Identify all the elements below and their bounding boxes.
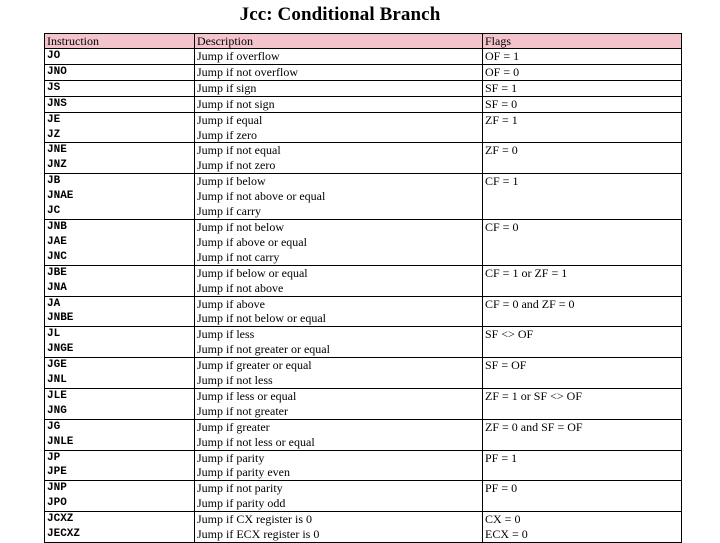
- header-row: [45, 34, 682, 49]
- flags-text: CF = 0 and ZF = 0: [485, 296, 575, 311]
- description-text: Jump if not equal: [197, 143, 281, 158]
- flags-text: ECX = 0: [485, 527, 528, 542]
- flags-text: CF = 0: [485, 219, 519, 234]
- instruction-cell: [45, 143, 195, 174]
- description-text: Jump if CX register is 0: [197, 512, 312, 527]
- description-cell: [195, 327, 483, 358]
- flags-cell: [483, 419, 682, 450]
- description-cell: [195, 265, 483, 296]
- description-cell: [195, 49, 483, 65]
- description-cell: [195, 219, 483, 265]
- flags-text: ZF = 0: [485, 143, 518, 158]
- instruction-cell: [45, 327, 195, 358]
- instruction-text: JPE: [47, 466, 67, 479]
- description-cell: [195, 419, 483, 450]
- flags-text: PF = 0: [485, 481, 518, 496]
- instruction-text: JA: [47, 297, 61, 310]
- instruction-text: JNC: [47, 250, 67, 263]
- description-cell: [195, 512, 483, 543]
- description-text: Jump if less or equal: [197, 388, 297, 403]
- flags-text: CF = 1 or ZF = 1: [485, 265, 568, 280]
- instruction-cell: [45, 96, 195, 112]
- instruction-text: JLE: [47, 389, 67, 402]
- instruction-text: JGE: [47, 359, 67, 372]
- instruction-cell: [45, 112, 195, 143]
- flags-cell: [483, 96, 682, 112]
- flags-cell: [483, 358, 682, 389]
- instruction-text: JAE: [47, 235, 67, 248]
- instruction-text: JS: [47, 81, 61, 94]
- instruction-text: JNAE: [47, 190, 74, 203]
- flags-text: SF <> OF: [485, 327, 534, 342]
- instruction-text: JB: [47, 175, 61, 188]
- instruction-text: JG: [47, 420, 61, 433]
- description-text: Jump if carry: [197, 204, 261, 219]
- flags-text: CF = 1: [485, 174, 519, 189]
- jcc-table: [44, 33, 682, 543]
- instruction-cell: [45, 64, 195, 80]
- table-row: [45, 388, 682, 419]
- description-cell: [195, 296, 483, 327]
- instruction-text: JPO: [47, 497, 67, 510]
- flags-cell: [483, 512, 682, 543]
- description-text: Jump if above: [197, 296, 265, 311]
- description-cell: [195, 112, 483, 143]
- flags-text: SF = OF: [485, 358, 527, 373]
- flags-cell: [483, 49, 682, 65]
- instruction-text: JNL: [47, 374, 67, 387]
- instruction-cell: [45, 358, 195, 389]
- flags-text: OF = 1: [485, 49, 520, 63]
- table-row: [45, 481, 682, 512]
- instruction-cell: [45, 219, 195, 265]
- flags-text: SF = 0: [485, 96, 518, 111]
- description-text: Jump if not greater or equal: [197, 342, 330, 357]
- table-row: [45, 219, 682, 265]
- description-text: Jump if above or equal: [197, 234, 307, 249]
- instruction-cell: [45, 450, 195, 481]
- flags-text: OF = 0: [485, 64, 520, 79]
- instruction-text: JNS: [47, 97, 67, 110]
- flags-text: PF = 1: [485, 450, 518, 465]
- table-row: [45, 143, 682, 174]
- flags-cell: [483, 450, 682, 481]
- description-cell: [195, 80, 483, 96]
- description-text: Jump if below or equal: [197, 265, 308, 280]
- flags-cell: [483, 143, 682, 174]
- table-row: [45, 49, 682, 65]
- instruction-cell: [45, 296, 195, 327]
- table-row: [45, 174, 682, 220]
- instruction-text: JNG: [47, 404, 67, 417]
- instruction-text: JBE: [47, 266, 67, 279]
- description-text: Jump if zero: [197, 127, 257, 142]
- instruction-header: Instruction: [45, 34, 195, 49]
- flags-header: Flags: [483, 34, 682, 49]
- flags-cell: [483, 219, 682, 265]
- instruction-text: JCXZ: [47, 513, 74, 526]
- instruction-text: JZ: [47, 128, 61, 141]
- description-text: Jump if not overflow: [197, 64, 298, 79]
- description-text: Jump if parity even: [197, 465, 290, 480]
- flags-cell: [483, 388, 682, 419]
- description-text: Jump if not below or equal: [197, 311, 326, 326]
- table-row: [45, 96, 682, 112]
- description-cell: [195, 143, 483, 174]
- instruction-text: JNBE: [47, 312, 74, 325]
- instruction-text: JNLE: [47, 435, 74, 448]
- instruction-text: JP: [47, 451, 61, 464]
- flags-cell: [483, 296, 682, 327]
- table-row: [45, 327, 682, 358]
- table-row: [45, 80, 682, 96]
- instruction-cell: [45, 388, 195, 419]
- description-cell: [195, 388, 483, 419]
- table-row: [45, 265, 682, 296]
- instruction-text: JNZ: [47, 159, 67, 172]
- description-cell: [195, 450, 483, 481]
- description-text: Jump if not above: [197, 280, 284, 295]
- description-text: Jump if not parity: [197, 481, 283, 496]
- flags-cell: [483, 80, 682, 96]
- description-text: Jump if equal: [197, 112, 263, 127]
- flags-cell: [483, 112, 682, 143]
- instruction-text: JNB: [47, 220, 67, 233]
- page-title: Jcc: Conditional Branch: [239, 4, 441, 25]
- description-text: Jump if not zero: [197, 158, 276, 173]
- instruction-text: JNE: [47, 144, 67, 157]
- instruction-cell: [45, 80, 195, 96]
- description-text: Jump if greater or equal: [197, 358, 312, 373]
- description-text: Jump if parity: [197, 450, 265, 465]
- table-row: [45, 358, 682, 389]
- instruction-cell: [45, 481, 195, 512]
- table-row: [45, 64, 682, 80]
- table-row: [45, 450, 682, 481]
- flags-text: SF = 1: [485, 80, 518, 95]
- flags-cell: [483, 481, 682, 512]
- description-text: Jump if sign: [197, 80, 257, 95]
- instruction-cell: [45, 419, 195, 450]
- description-text: Jump if not greater: [197, 403, 288, 418]
- flags-cell: [483, 327, 682, 358]
- instruction-text: JNA: [47, 281, 67, 294]
- table-row: [45, 296, 682, 327]
- instruction-cell: [45, 512, 195, 543]
- description-text: Jump if not sign: [197, 96, 275, 111]
- flags-text: ZF = 1 or SF <> OF: [485, 388, 582, 403]
- description-cell: [195, 358, 483, 389]
- description-text: Jump if not less: [197, 373, 273, 388]
- table-row: [45, 512, 682, 543]
- instruction-text: JE: [47, 113, 61, 126]
- description-cell: [195, 96, 483, 112]
- table-row: [45, 112, 682, 143]
- description-cell: [195, 64, 483, 80]
- flags-text: ZF = 0 and SF = OF: [485, 419, 583, 434]
- instruction-text: JECXZ: [47, 528, 81, 541]
- table-row: [45, 419, 682, 450]
- description-text: Jump if ECX register is 0: [197, 527, 320, 542]
- instruction-text: JNGE: [47, 343, 74, 356]
- instruction-text: JO: [47, 50, 61, 62]
- description-text: Jump if greater: [197, 419, 270, 434]
- description-text: Jump if overflow: [197, 49, 280, 63]
- description-text: Jump if parity odd: [197, 496, 286, 511]
- description-text: Jump if below: [197, 174, 266, 189]
- instruction-text: JL: [47, 328, 61, 341]
- description-text: Jump if less: [197, 327, 255, 342]
- instruction-text: JNO: [47, 65, 67, 78]
- flags-cell: [483, 174, 682, 220]
- description-cell: [195, 174, 483, 220]
- flags-text: CX = 0: [485, 512, 521, 527]
- description-text: Jump if not carry: [197, 249, 280, 264]
- instruction-cell: [45, 265, 195, 296]
- description-text: Jump if not below: [197, 219, 284, 234]
- instruction-text: JNP: [47, 482, 67, 495]
- description-cell: [195, 481, 483, 512]
- description-header: Description: [195, 34, 483, 49]
- flags-text: ZF = 1: [485, 112, 518, 127]
- description-text: Jump if not less or equal: [197, 434, 315, 449]
- flags-cell: [483, 64, 682, 80]
- instruction-cell: [45, 174, 195, 220]
- description-text: Jump if not above or equal: [197, 189, 326, 204]
- instruction-text: JC: [47, 205, 61, 218]
- flags-cell: [483, 265, 682, 296]
- instruction-cell: [45, 49, 195, 65]
